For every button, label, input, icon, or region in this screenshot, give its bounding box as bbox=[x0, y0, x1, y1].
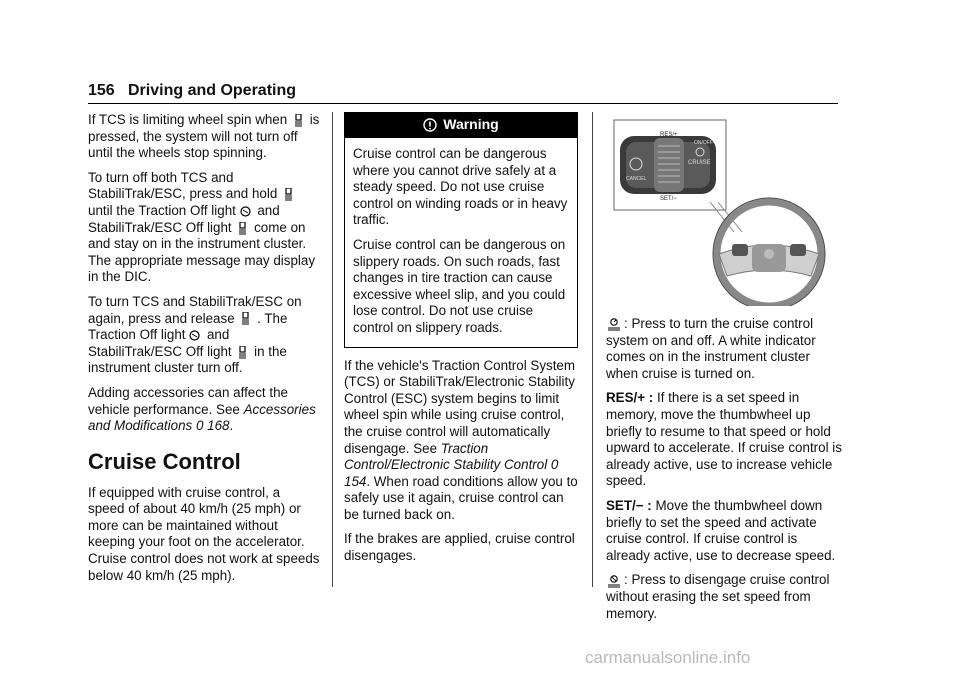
traction-off-icon bbox=[284, 188, 293, 201]
res-description: RES/+ : If there is a set speed in memory, move the thumbwheel up briefly to resume to that speed or hold upward to accelerate. If cruise control is already active, use to increase vehicle speed. bbox=[606, 390, 842, 489]
traction-off-icon bbox=[294, 114, 303, 127]
warning-paragraph-2: Cruise control can be dangerous on slippery roads. On such roads, fast changes in tire traction can cause excessive wheel slip, and you could lose control. Do not use cruise control on slippery roads. bbox=[353, 236, 566, 335]
paragraph-brakes: If the brakes are applied, cruise control disengages. bbox=[344, 531, 575, 564]
column-divider bbox=[332, 112, 333, 587]
page-header bbox=[88, 82, 838, 104]
page-number: 156 bbox=[88, 82, 115, 99]
column-right bbox=[606, 112, 842, 630]
set-description: SET/− : Move the thumbwheel down briefly to set the speed and activate cruise control. If cruise control is already active, use to decrease speed. bbox=[606, 497, 836, 563]
traction-control-link[interactable]: Traction Control/Electronic Stability Control bbox=[344, 440, 548, 473]
res-term: RES/+ : bbox=[606, 390, 654, 406]
traction-control-page-ref[interactable]: 0 154 bbox=[344, 457, 559, 489]
set-term: SET/− : bbox=[606, 497, 652, 513]
traction-off-icon bbox=[241, 312, 250, 325]
steering-wheel-controls-figure bbox=[606, 116, 826, 306]
accessories-page-ref[interactable]: 0 168 bbox=[195, 418, 230, 434]
esc-off-light-icon bbox=[238, 346, 247, 359]
svg-text:RES/+: RES/+ bbox=[660, 132, 678, 138]
paragraph-tcs-cruise: If the vehicle's Traction Control System (TCS) or StabiliTrak/Electronic Stability Control (ESC) system begins to limit wheel spin while using cruise control, the cruise control will automatically disengage. See Traction Control/Electronic Stability Control 0 154. When road conditions allow you to safely use it again, cruise control can be turned back on. bbox=[344, 357, 578, 522]
steering-wheel-illustration bbox=[606, 116, 826, 306]
warning-body bbox=[344, 137, 578, 348]
traction-off-light-icon bbox=[189, 330, 200, 341]
esc-off-light-icon bbox=[238, 222, 247, 235]
svg-text:CANCEL: CANCEL bbox=[626, 176, 647, 182]
cruise-onoff-icon bbox=[606, 317, 622, 331]
paragraph-turn-off: To turn off both TCS and StabiliTrak/ESC, press and hold until the Traction Off light and StabiliTrak/ESC Off light come on and stay on in the instrument cluster. The appropriate message may display in the DIC. bbox=[88, 169, 316, 285]
traction-off-light-icon bbox=[240, 206, 251, 217]
warning-paragraph-1: Cruise control can be dangerous where you cannot drive safely at a steady speed. Do not use cruise control on winding roads or in heavy traffic. bbox=[353, 146, 568, 228]
svg-text:CRUISE: CRUISE bbox=[688, 160, 711, 166]
warning-title: Warning bbox=[443, 116, 499, 133]
paragraph-turn-on: To turn TCS and StabiliTrak/ESC on again, press and release . The Traction Off light and StabiliTrak/ESC Off light in the instrument cluster turn off. bbox=[88, 293, 302, 376]
column-left bbox=[88, 112, 320, 592]
watermark: carmanualsonline.info bbox=[585, 648, 751, 667]
warning-box bbox=[344, 112, 578, 348]
cruise-control-heading: Cruise Control bbox=[88, 448, 241, 474]
svg-text:SET/−: SET/− bbox=[660, 196, 677, 202]
warning-header bbox=[344, 112, 578, 137]
warning-icon bbox=[423, 118, 437, 132]
paragraph-tcs-limiting: If TCS is limiting wheel spin when is pressed, the system will not turn off until the wheels stop spinning. bbox=[88, 112, 320, 161]
column-middle bbox=[344, 112, 578, 573]
paragraph-cruise-intro: If equipped with cruise control, a speed of about 40 km/h (25 mph) or more can be maintained without keeping your foot on the accelerator. Cruise control does not work at speeds below 40 km/h (25 mph). bbox=[88, 484, 320, 583]
svg-text:ON/OFF: ON/OFF bbox=[694, 140, 713, 146]
cancel-icon bbox=[606, 574, 622, 588]
section-title: Driving and Operating bbox=[128, 82, 297, 99]
column-divider bbox=[592, 112, 593, 587]
header-divider bbox=[88, 103, 838, 104]
cruise-button-description: : Press to turn the cruise control system on and off. A white indicator comes on in the instrument cluster when cruise is turned on. bbox=[606, 316, 816, 381]
paragraph-accessories: Adding accessories can affect the vehicle performance. See Accessories and Modifications 0 168. bbox=[88, 384, 316, 434]
accessories-link[interactable]: Accessories and Modifications bbox=[88, 401, 316, 434]
cancel-button-description: : Press to disengage cruise control without erasing the set speed from memory. bbox=[606, 572, 830, 621]
